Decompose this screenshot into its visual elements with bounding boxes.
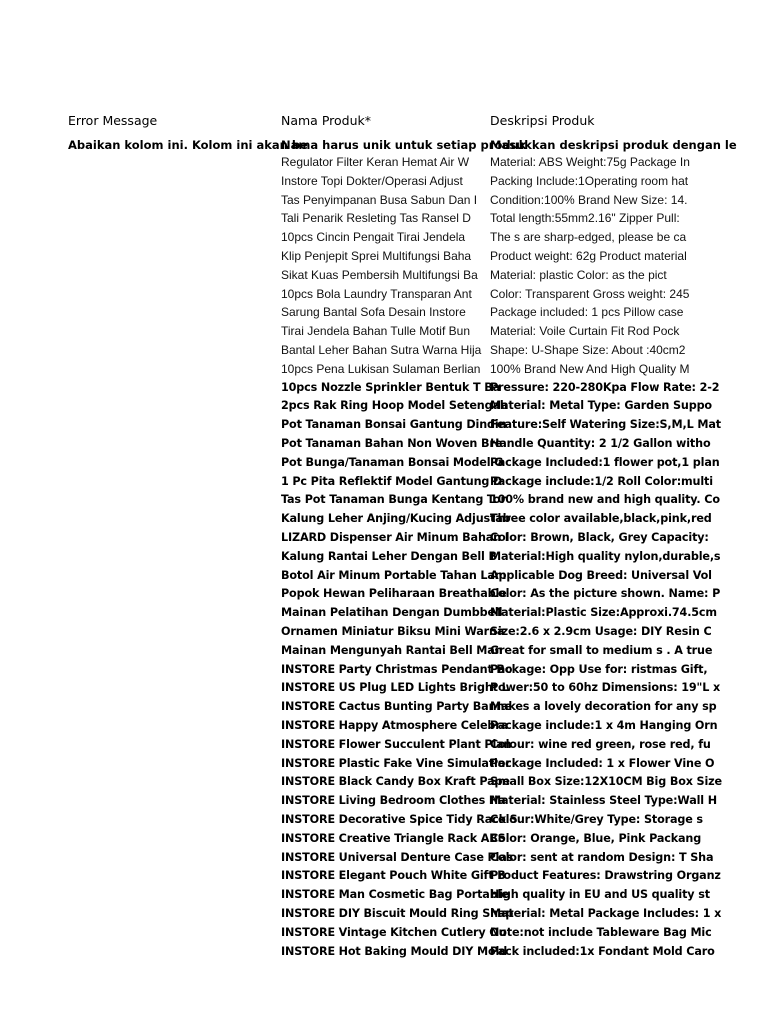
product-description-cell[interactable]: Color: Transparent Gross weight: 245 [490, 287, 690, 301]
product-description-cell[interactable]: Material:Plastic Size:Approxi.74.5cm [490, 606, 717, 619]
product-name-cell[interactable]: INSTORE Elegant Pouch White Gift B [281, 869, 506, 882]
product-name-cell[interactable]: 10pcs Nozzle Sprinkler Bentuk T Ba [281, 381, 501, 394]
product-name-cell[interactable]: 10pcs Pena Lukisan Sulaman Berlian [281, 362, 481, 376]
product-description-cell[interactable]: Color: sent at random Design: T Sha [490, 851, 714, 864]
product-description-cell[interactable]: Great for small to medium s . A true [490, 644, 713, 657]
product-description-cell[interactable]: Material: Metal Type: Garden Suppo [490, 399, 712, 412]
product-name-cell[interactable]: INSTORE Plastic Fake Vine Simulatior [281, 757, 511, 770]
product-name-cell[interactable]: INSTORE Party Christmas Pendant Bo [281, 663, 513, 676]
product-description-cell[interactable]: Handle Quantity: 2 1/2 Gallon witho [490, 437, 711, 450]
product-name-cell[interactable]: 2pcs Rak Ring Hoop Model Setengah [281, 399, 508, 412]
product-description-cell[interactable]: Color: Brown, Black, Grey Capacity: [490, 531, 709, 544]
product-name-cell[interactable]: INSTORE Black Candy Box Kraft Pape [281, 775, 510, 788]
product-description-cell[interactable]: Color: As the picture shown. Name: P [490, 587, 721, 600]
product-name-cell[interactable]: Popok Hewan Peliharaan Breathable [281, 587, 507, 600]
header-error-message[interactable]: Error Message [68, 113, 158, 128]
product-description-cell[interactable]: Package Included:1 flower pot,1 plan [490, 456, 720, 469]
product-name-cell[interactable]: INSTORE Living Bedroom Clothes Ha [281, 794, 506, 807]
product-description-cell[interactable]: Power:50 to 60hz Dimensions: 19"L x [490, 681, 721, 694]
product-description-cell[interactable]: Packing Include:1Operating room hat [490, 174, 689, 188]
header-deskripsi-produk[interactable]: Deskripsi Produk [490, 113, 595, 128]
product-name-cell[interactable]: 10pcs Cincin Pengait Tirai Jendela [281, 230, 466, 244]
product-name-cell[interactable]: INSTORE Vintage Kitchen Cutlery Ou [281, 926, 507, 939]
product-description-cell[interactable]: Package include:1 x 4m Hanging Orn [490, 719, 718, 732]
product-description-cell[interactable]: Makes a lovely decoration for any sp [490, 700, 717, 713]
product-name-cell[interactable]: Pot Bunga/Tanaman Bonsai Model G [281, 456, 504, 469]
product-name-cell[interactable]: Ornamen Miniatur Biksu Mini Warna [281, 625, 505, 638]
product-name-cell[interactable]: Klip Penjepit Sprei Multifungsi Baha [281, 249, 472, 263]
product-name-cell[interactable]: INSTORE DIY Biscuit Mould Ring Shap [281, 907, 514, 920]
product-name-cell[interactable]: INSTORE Man Cosmetic Bag Portable [281, 888, 509, 901]
product-name-cell[interactable]: 10pcs Bola Laundry Transparan Ant [281, 287, 472, 301]
product-description-cell[interactable]: Material: Voile Curtain Fit Rod Pock [490, 324, 680, 338]
product-description-cell[interactable]: Material: plastic Color: as the pict [490, 268, 667, 282]
product-name-cell[interactable]: INSTORE Decorative Spice Tidy Rack S [281, 813, 518, 826]
product-description-cell[interactable]: The s are sharp-edged, please be ca [490, 230, 687, 244]
product-description-cell[interactable]: 100% brand new and high quality. Co [490, 493, 720, 506]
product-name-cell[interactable]: INSTORE Hot Baking Mould DIY Mold [281, 945, 508, 958]
product-name-cell[interactable]: Tas Penyimpanan Busa Sabun Dan I [281, 193, 478, 207]
product-description-cell[interactable]: Material: Stainless Steel Type:Wall H [490, 794, 717, 807]
product-name-cell[interactable]: Sarung Bantal Sofa Desain Instore [281, 305, 466, 319]
product-name-cell[interactable]: INSTORE Universal Denture Case Plas [281, 851, 514, 864]
product-description-cell[interactable]: Package include:1/2 Roll Color:multi [490, 475, 713, 488]
product-description-cell[interactable]: Shape: U-Shape Size: About :40cm2 [490, 343, 686, 357]
product-name-cell[interactable]: INSTORE US Plug LED Lights Bright L [281, 681, 509, 694]
product-name-cell[interactable]: INSTORE Creative Triangle Rack ABS [281, 832, 506, 845]
product-description-cell[interactable]: Package included: 1 pcs Pillow case [490, 305, 684, 319]
product-description-cell[interactable]: Material: ABS Weight:75g Package In [490, 155, 690, 169]
product-description-cell[interactable]: Pressure: 220-280Kpa Flow Rate: 2-2 [490, 381, 720, 394]
product-description-cell[interactable]: Package: Opp Use for: ristmas Gift, [490, 663, 708, 676]
product-description-cell[interactable]: Product Features: Drawstring Organz [490, 869, 721, 882]
product-name-cell[interactable]: LIZARD Dispenser Air Minum Bahan I [281, 531, 509, 544]
header-nama-produk[interactable]: Nama Produk* [281, 113, 371, 128]
product-name-cell[interactable]: Kalung Rantai Leher Dengan Bell B [281, 550, 497, 563]
product-name-cell[interactable]: Kalung Leher Anjing/Kucing Adjustab [281, 512, 511, 525]
product-description-cell[interactable]: Condition:100% Brand New Size: 14. [490, 193, 688, 207]
product-description-cell[interactable]: Small Box Size:12X10CM Big Box Size [490, 775, 722, 788]
product-name-cell[interactable]: Pot Tanaman Bahan Non Woven Bre [281, 437, 503, 450]
product-name-cell[interactable]: INSTORE Happy Atmosphere Celebra [281, 719, 509, 732]
product-name-cell[interactable]: Tas Pot Tanaman Bunga Kentang Tor [281, 493, 506, 506]
note-error-message[interactable]: Abaikan kolom ini. Kolom ini akan be [68, 138, 308, 152]
note-deskripsi-produk[interactable]: Masukkan deskripsi produk dengan le [490, 138, 737, 152]
product-name-cell[interactable]: Sikat Kuas Pembersih Multifungsi Ba [281, 268, 478, 282]
product-name-cell[interactable]: 1 Pc Pita Reflektif Model Gantung D [281, 475, 503, 488]
product-description-cell[interactable]: Pack included:1x Fondant Mold Caro [490, 945, 715, 958]
product-description-cell[interactable]: Note:not include Tableware Bag Mic [490, 926, 712, 939]
product-description-cell[interactable]: Material: Metal Package Includes: 1 x [490, 907, 722, 920]
product-name-cell[interactable]: Pot Tanaman Bonsai Gantung Dindin [281, 418, 507, 431]
note-nama-produk[interactable]: Nama harus unik untuk setiap produk [281, 138, 527, 152]
product-name-cell[interactable]: Tirai Jendela Bahan Tulle Motif Bun [281, 324, 470, 338]
product-name-cell[interactable]: Instore Topi Dokter/Operasi Adjust [281, 174, 463, 188]
product-description-cell[interactable]: 100% Brand New And High Quality M [490, 362, 690, 376]
product-description-cell[interactable]: Three color available,black,pink,red [490, 512, 712, 525]
product-name-cell[interactable]: Bantal Leher Bahan Sutra Warna Hija [281, 343, 482, 357]
product-description-cell[interactable]: Color: Orange, Blue, Pink Packang [490, 832, 702, 845]
product-description-cell[interactable]: Product weight: 62g Product material [490, 249, 687, 263]
product-name-cell[interactable]: INSTORE Cactus Bunting Party Banne [281, 700, 512, 713]
product-description-cell[interactable]: Colour: wine red green, rose red, fu [490, 738, 711, 751]
product-description-cell[interactable]: Feature:Self Watering Size:S,M,L Mat [490, 418, 721, 431]
product-name-cell[interactable]: Mainan Mengunyah Rantai Bell Man [281, 644, 503, 657]
product-description-cell[interactable]: Applicable Dog Breed: Universal Vol [490, 569, 712, 582]
product-description-cell[interactable]: Size:2.6 x 2.9cm Usage: DIY Resin C [490, 625, 712, 638]
product-name-cell[interactable]: Tali Penarik Resleting Tas Ransel D [281, 211, 471, 225]
product-name-cell[interactable]: INSTORE Flower Succulent Plant Plan [281, 738, 512, 751]
product-name-cell[interactable]: Mainan Pelatihan Dengan Dumbbell [281, 606, 503, 619]
product-description-cell[interactable]: Total length:55mm2.16" Zipper Pull: [490, 211, 680, 225]
product-description-cell[interactable]: Colour:White/Grey Type: Storage s [490, 813, 703, 826]
product-description-cell[interactable]: Package Included: 1 x Flower Vine O [490, 757, 715, 770]
product-description-cell[interactable]: High quality in EU and US quality st [490, 888, 710, 901]
product-description-cell[interactable]: Material:High quality nylon,durable,s [490, 550, 721, 563]
product-name-cell[interactable]: Botol Air Minum Portable Tahan Lam [281, 569, 507, 582]
product-name-cell[interactable]: Regulator Filter Keran Hemat Air W [281, 155, 470, 169]
